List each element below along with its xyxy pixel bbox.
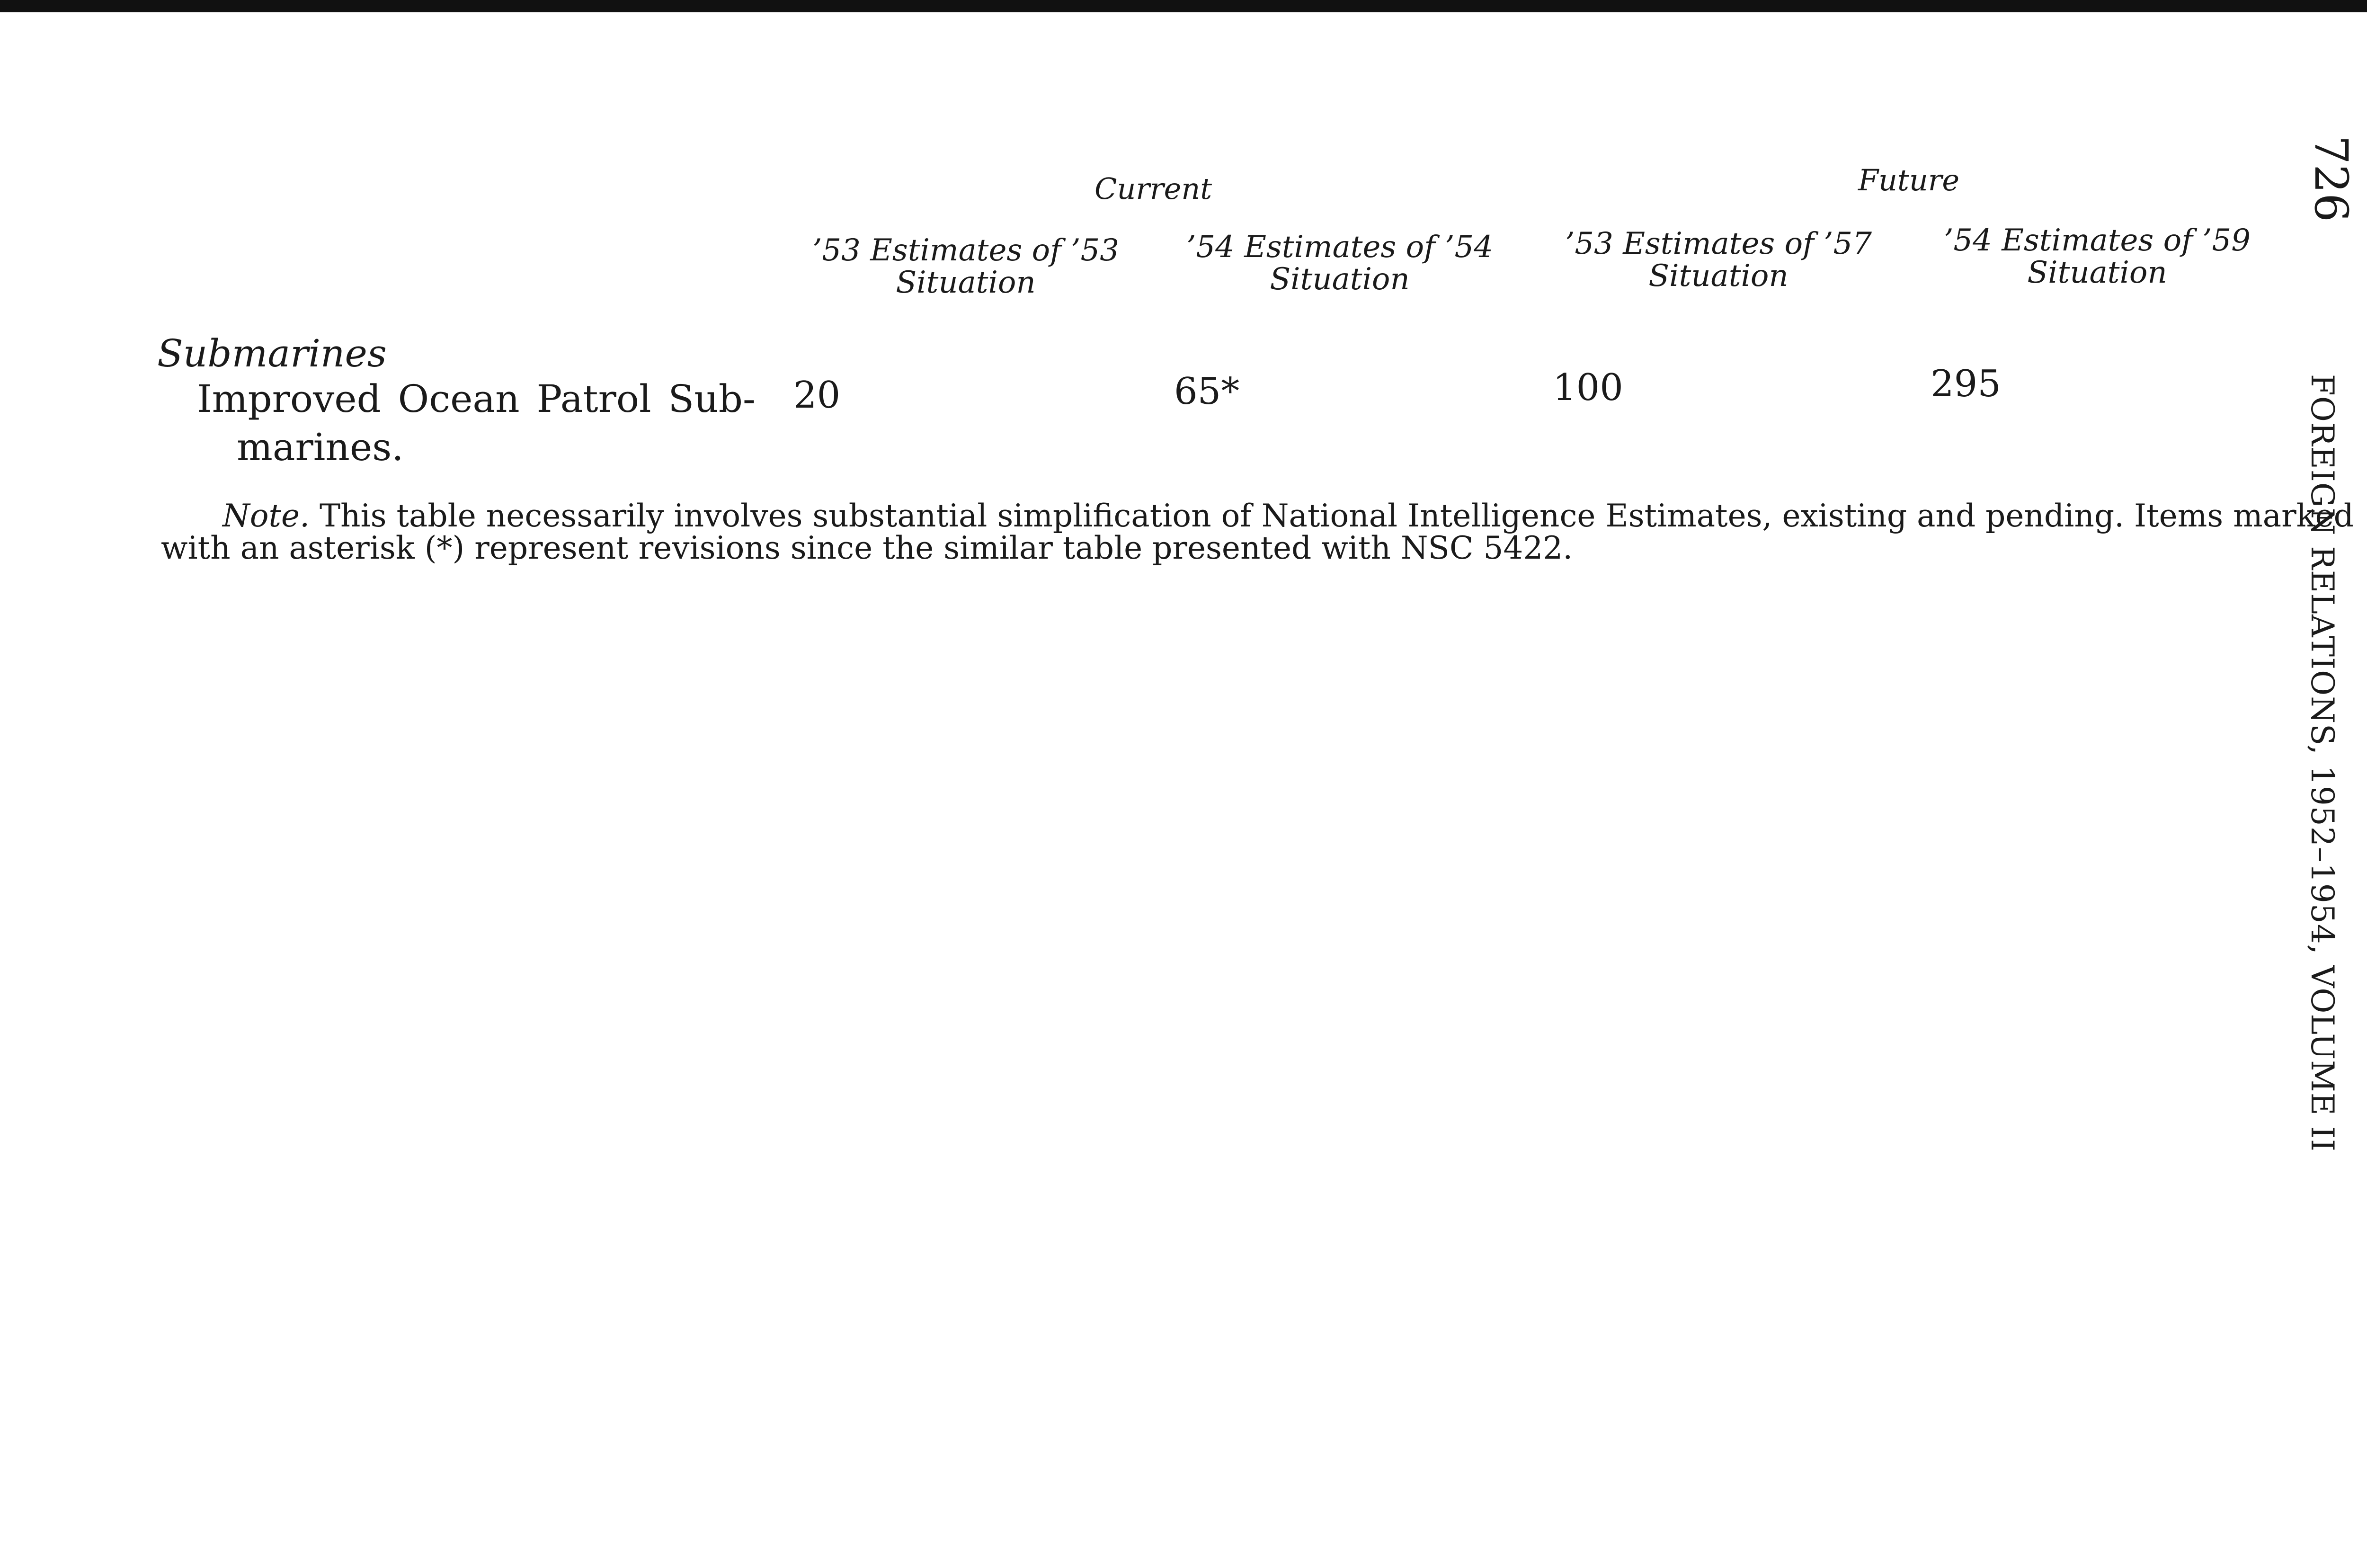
column-header-53-of-53 [805,234,1127,299]
section-label: Submarines [157,331,387,375]
column-header-line: ’53 Estimates of ’57 [1565,226,1872,261]
column-header-line: ’53 Estimates of ’53 [812,233,1119,268]
column-header-line: ’54 Estimates of ’54 [1186,230,1493,265]
column-header-line: Situation [1648,258,1789,294]
table-note-line [222,498,2354,534]
table-cell: 65* [1174,370,1240,413]
group-header-current: Current [1095,171,1212,206]
column-header-line: Situation [1270,262,1410,297]
column-header-line: Situation [2027,255,2167,290]
scan-edge-bar [0,0,2367,12]
table-cell: 20 [793,374,841,417]
running-head: FOREIGN RELATIONS, 1952–1954, VOLUME II [2304,374,2340,1152]
table-cell: 295 [1931,363,2001,405]
group-header-future: Future [1858,163,1960,197]
note-text: This table necessarily involves substantial simplification of National Intelligence Estimates, existing and pending. Items marked [320,498,2354,534]
row-label-continuation: marines. [237,425,404,469]
column-header-line: ’54 Estimates of ’59 [1944,223,2251,258]
column-header-53-of-57 [1557,228,1879,292]
row-label: Improved Ocean Patrol Sub- [197,377,756,421]
column-header-54-of-54 [1179,231,1501,295]
table-cell: 100 [1553,366,1623,409]
column-header-line: Situation [896,265,1036,300]
page-number: 726 [2305,135,2358,223]
note-label: Note. [222,498,310,534]
column-header-54-of-59 [1936,224,2258,289]
table-note-line: with an asterisk (*) represent revisions since the similar table presented with NSC 5422. [161,530,1573,566]
